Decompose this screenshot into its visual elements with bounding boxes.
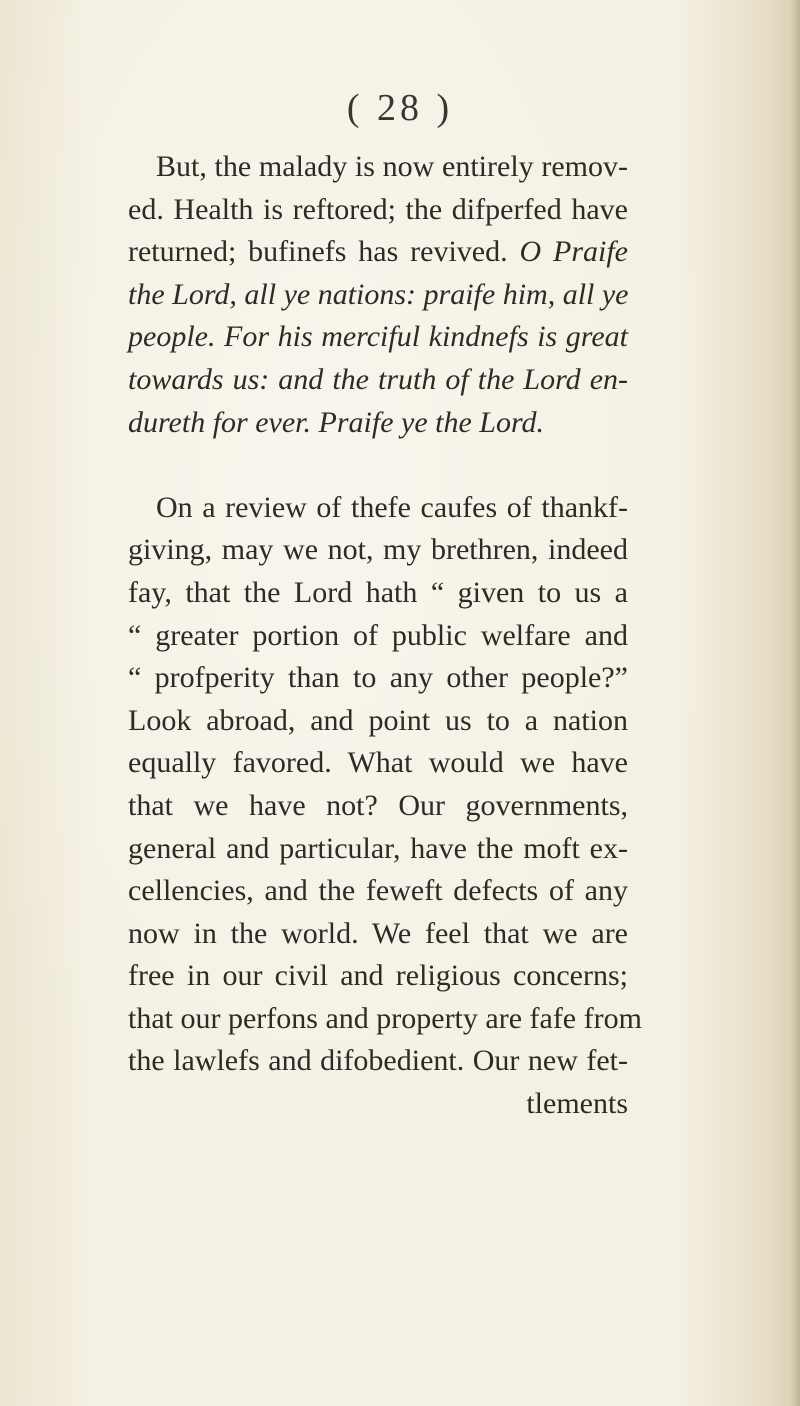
text-line: fay, that the Lord hath “ given to us a [128,575,628,609]
text-line-mixed [128,231,628,274]
text-line-italic: towards us: and the truth of the Lord en- [128,362,628,396]
catchword: tlements [526,1087,628,1121]
text-line: “ profperity than to any other people?” [128,661,628,695]
text-line: that we have not? Our governments, [128,788,628,822]
page-number: ( 28 ) [346,87,454,129]
text-line-italic: dureth for ever. Praife ye the Lord. [128,405,545,439]
text-line: now in the world. We feel that we are [128,916,628,950]
text-line: Look abroad, and point us to a nation [128,703,628,737]
body-text [128,146,642,1126]
text-line-italic: O Praife [519,235,628,269]
text-line: the lawlefs and difobedient. Our new fet- [128,1044,628,1078]
text-line: cellencies, and the feweft defects of any [128,874,628,908]
text-line: general and particular, have the moft ex- [128,831,628,865]
paragraph-gap [128,444,628,487]
text-line: On a review of thefe caufes of thankf- [156,490,628,524]
text-line: free in our civil and religious concerns; [128,959,628,993]
text-line-italic: people. For his merciful kindnefs is great [128,320,628,354]
text-line: equally favored. What would we have [128,746,628,780]
text-line: that our perfons and property are fafe from [128,1001,642,1035]
text-line: “ greater portion of public welfare and [128,618,628,652]
text-line-roman: returned; bufinefs has revived. [128,235,508,269]
text-line: ed. Health is reftored; the difperfed have [128,192,628,226]
text-line: giving, may we not, my brethren, indeed [128,533,628,567]
text-line: But, the malady is now entirely remov- [156,150,628,183]
text-line-italic: the Lord, all ye nations: praife him, all ye [128,277,629,311]
page-edge-shadow [790,0,800,1406]
